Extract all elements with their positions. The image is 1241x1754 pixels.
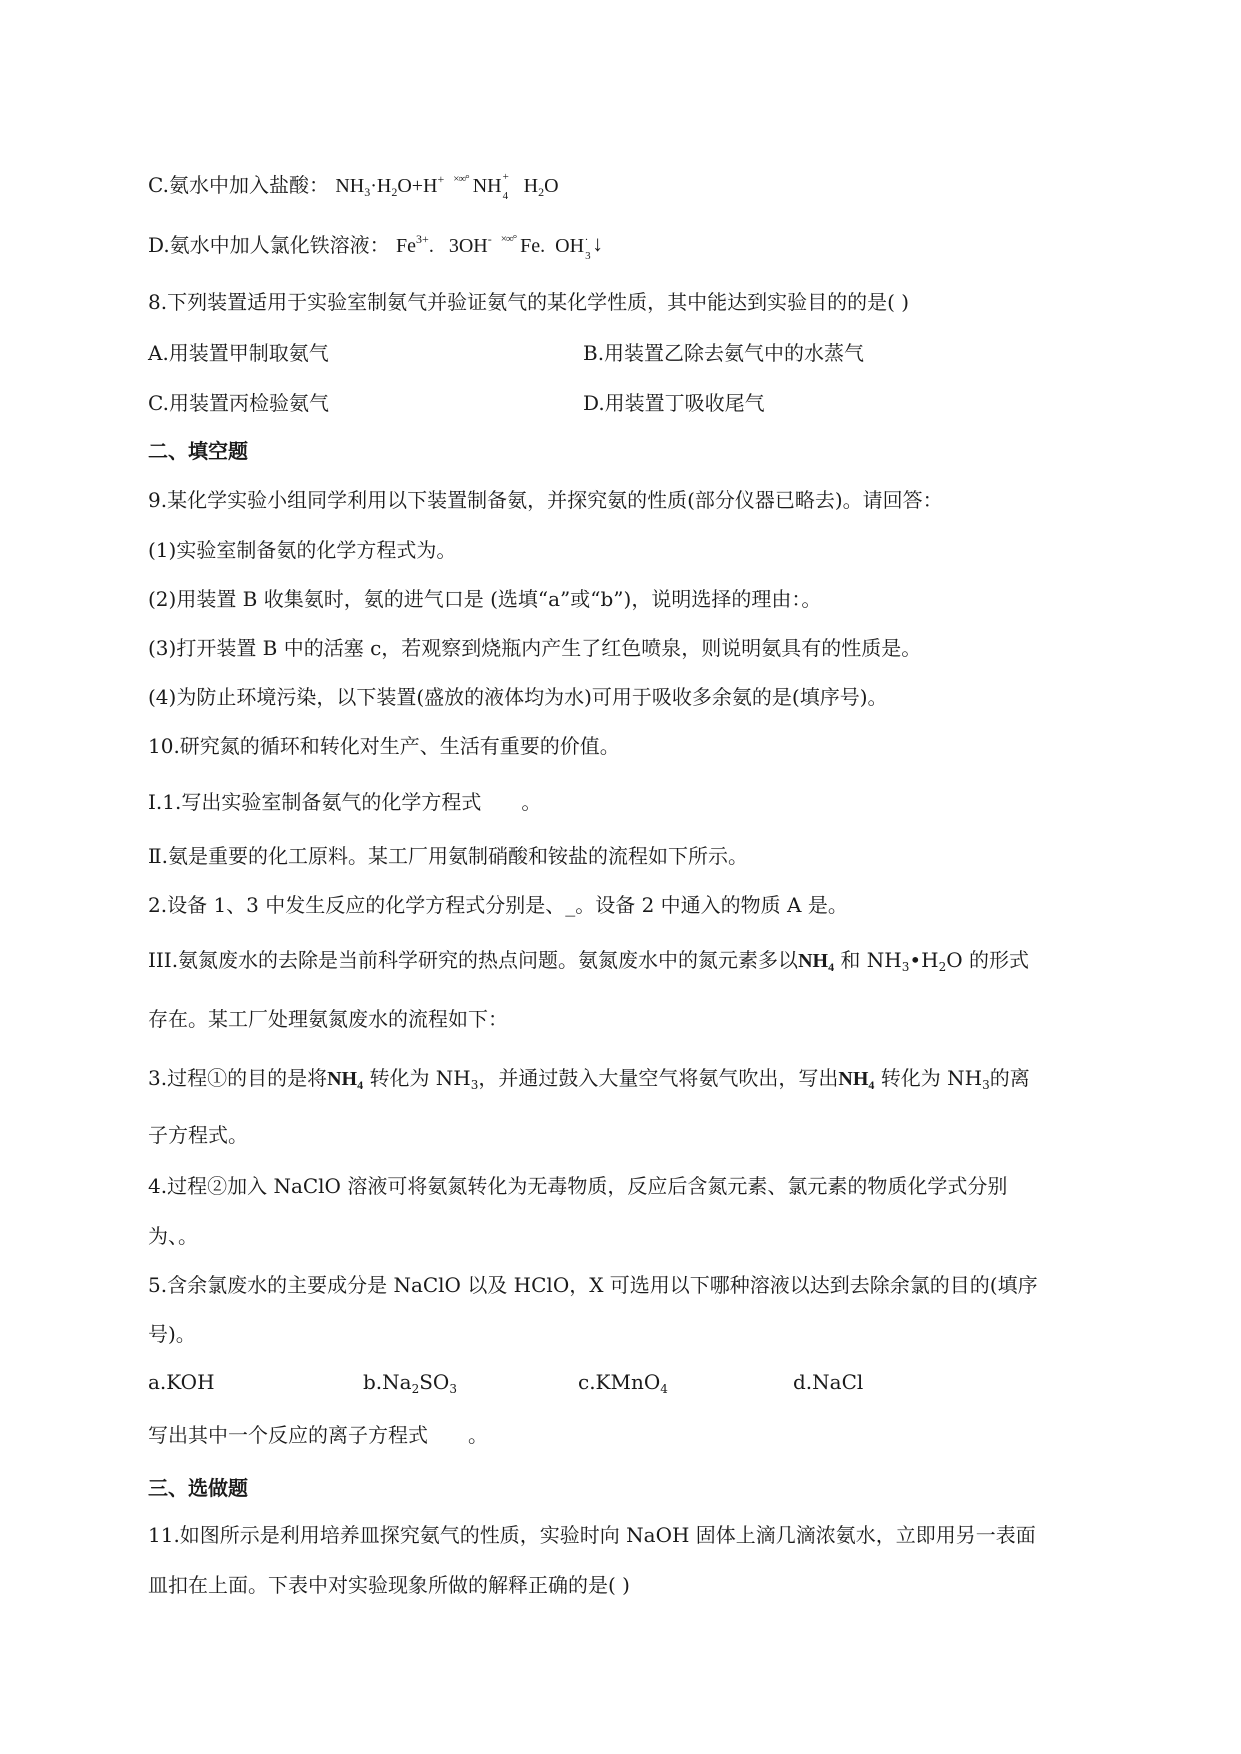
- precipitate-arrow-icon: ↓: [592, 231, 604, 256]
- q7-c-prefix: C.氨水中加入盐酸：: [148, 173, 329, 197]
- q10-sub-2: 2.设备 1、3 中发生反应的化学方程式分别是、_。设备 2 中通入的物质 A 是。: [148, 893, 848, 917]
- q9-part-1: (1)实验室制备氨的化学方程式为。: [148, 538, 457, 562]
- q10-part-iii-cont: 存在。某工厂处理氨氮废水的流程如下：: [148, 1007, 508, 1031]
- section-2-title: 二、填空题: [148, 439, 248, 463]
- q10-part-ii: Ⅱ.氨是重要的化工原料。某工厂用氨制硝酸和铵盐的流程如下所示。: [148, 844, 748, 868]
- q8-option-d: D.用装置丁吸收尾气: [583, 391, 765, 415]
- q10-sub-5: 5.含余氯废水的主要成分是 NaClO 以及 HClO，X 可选用以下哪种溶液以达到去除余氯的目的(填序: [148, 1273, 1038, 1297]
- q10-sub-3: 3.过程①的目的是将$NH_4$ 转化为 $NH_3$，并通过鼓入大量空气将氨气吹出，写出$NH_4$ 转化为 $NH_3$的离: [148, 1066, 1030, 1092]
- section-3-title: 三、选做题: [148, 1476, 248, 1500]
- q10-sub-3-cont: 子方程式。: [148, 1123, 248, 1147]
- q11-stem-cont: 皿扣在上面。下表中对实验现象所做的解释正确的是( ): [148, 1573, 630, 1597]
- q10-ionic-equation: 写出其中一个反应的离子方程式 。: [148, 1423, 488, 1447]
- q9-part-4: (4)为防止环境污染，以下装置(盛放的液体均为水)可用于吸收多余氨的是(填序号)。: [148, 685, 888, 709]
- q10-stem: 10.研究氮的循环和转化对生产、生活有重要的价值。: [148, 734, 620, 758]
- q10-part-iii: III.氨氮废水的去除是当前科学研究的热点问题。氨氮废水中的氮元素多以$NH_4$ 和 $NH_3•H_2O$ 的形式: [148, 948, 1030, 974]
- q10-choice-a: a.KOH: [148, 1370, 215, 1394]
- q7-c-equation: $NH_3\cdot H_2O+H^+$ ×∞° NH + 4 $H_2O$: [335, 175, 558, 197]
- q7-option-c: [148, 165, 559, 206]
- q7-d-prefix: D.氨水中加人氯化铁溶液：: [148, 233, 390, 257]
- q10-choice-c: c.KMnO$_4$: [578, 1370, 668, 1396]
- reaction-arrow-icon: ×∞°: [500, 233, 517, 245]
- q8-option-c: C.用装置丙检验氨气: [148, 391, 329, 415]
- reaction-arrow-icon: ×∞°: [453, 173, 469, 185]
- q10-sub-4: 4.过程②加入 NaClO 溶液可将氨氮转化为无毒物质，反应后含氮元素、氯元素的物质化学式分别: [148, 1174, 1008, 1198]
- q9-stem: 9.某化学实验小组同学利用以下装置制备氨，并探究氨的性质(部分仪器已略去)。请回答：: [148, 488, 943, 512]
- q7-d-equation: $Fe^{3+}$. 3OH- ×∞° Fe. OH . 3 ↓: [396, 235, 603, 257]
- q11-stem: 11.如图所示是利用培养皿探究氨气的性质，实验时向 NaOH 固体上滴几滴浓氨水，立即用另一表面: [148, 1523, 1036, 1547]
- q9-part-3: (3)打开装置 B 中的活塞 c，若观察到烧瓶内产生了红色喷泉，则说明氨具有的性质是。: [148, 636, 922, 660]
- q8-option-b: B.用装置乙除去氨气中的水蒸气: [583, 341, 865, 365]
- q7-option-d: [148, 225, 604, 263]
- q10-part-i1: I.1.写出实验室制备氨气的化学方程式 。: [148, 790, 542, 814]
- q10-choice-d: d.NaCl: [793, 1370, 864, 1394]
- q10-choice-b: $b.Na_2SO_3$: [363, 1370, 457, 1396]
- q8-stem: 8.下列装置适用于实验室制氨气并验证氨气的某化学性质，其中能达到实验目的的是( ): [148, 290, 910, 314]
- q10-sub-5-cont: 号)。: [148, 1322, 196, 1346]
- q8-option-a: A.用装置甲制取氨气: [148, 341, 329, 365]
- q9-part-2: (2)用装置 B 收集氨时，氨的进气口是 (选填“a”或“b”)，说明选择的理由：。: [148, 587, 822, 611]
- q10-sub-4-cont: 为、。: [148, 1224, 198, 1248]
